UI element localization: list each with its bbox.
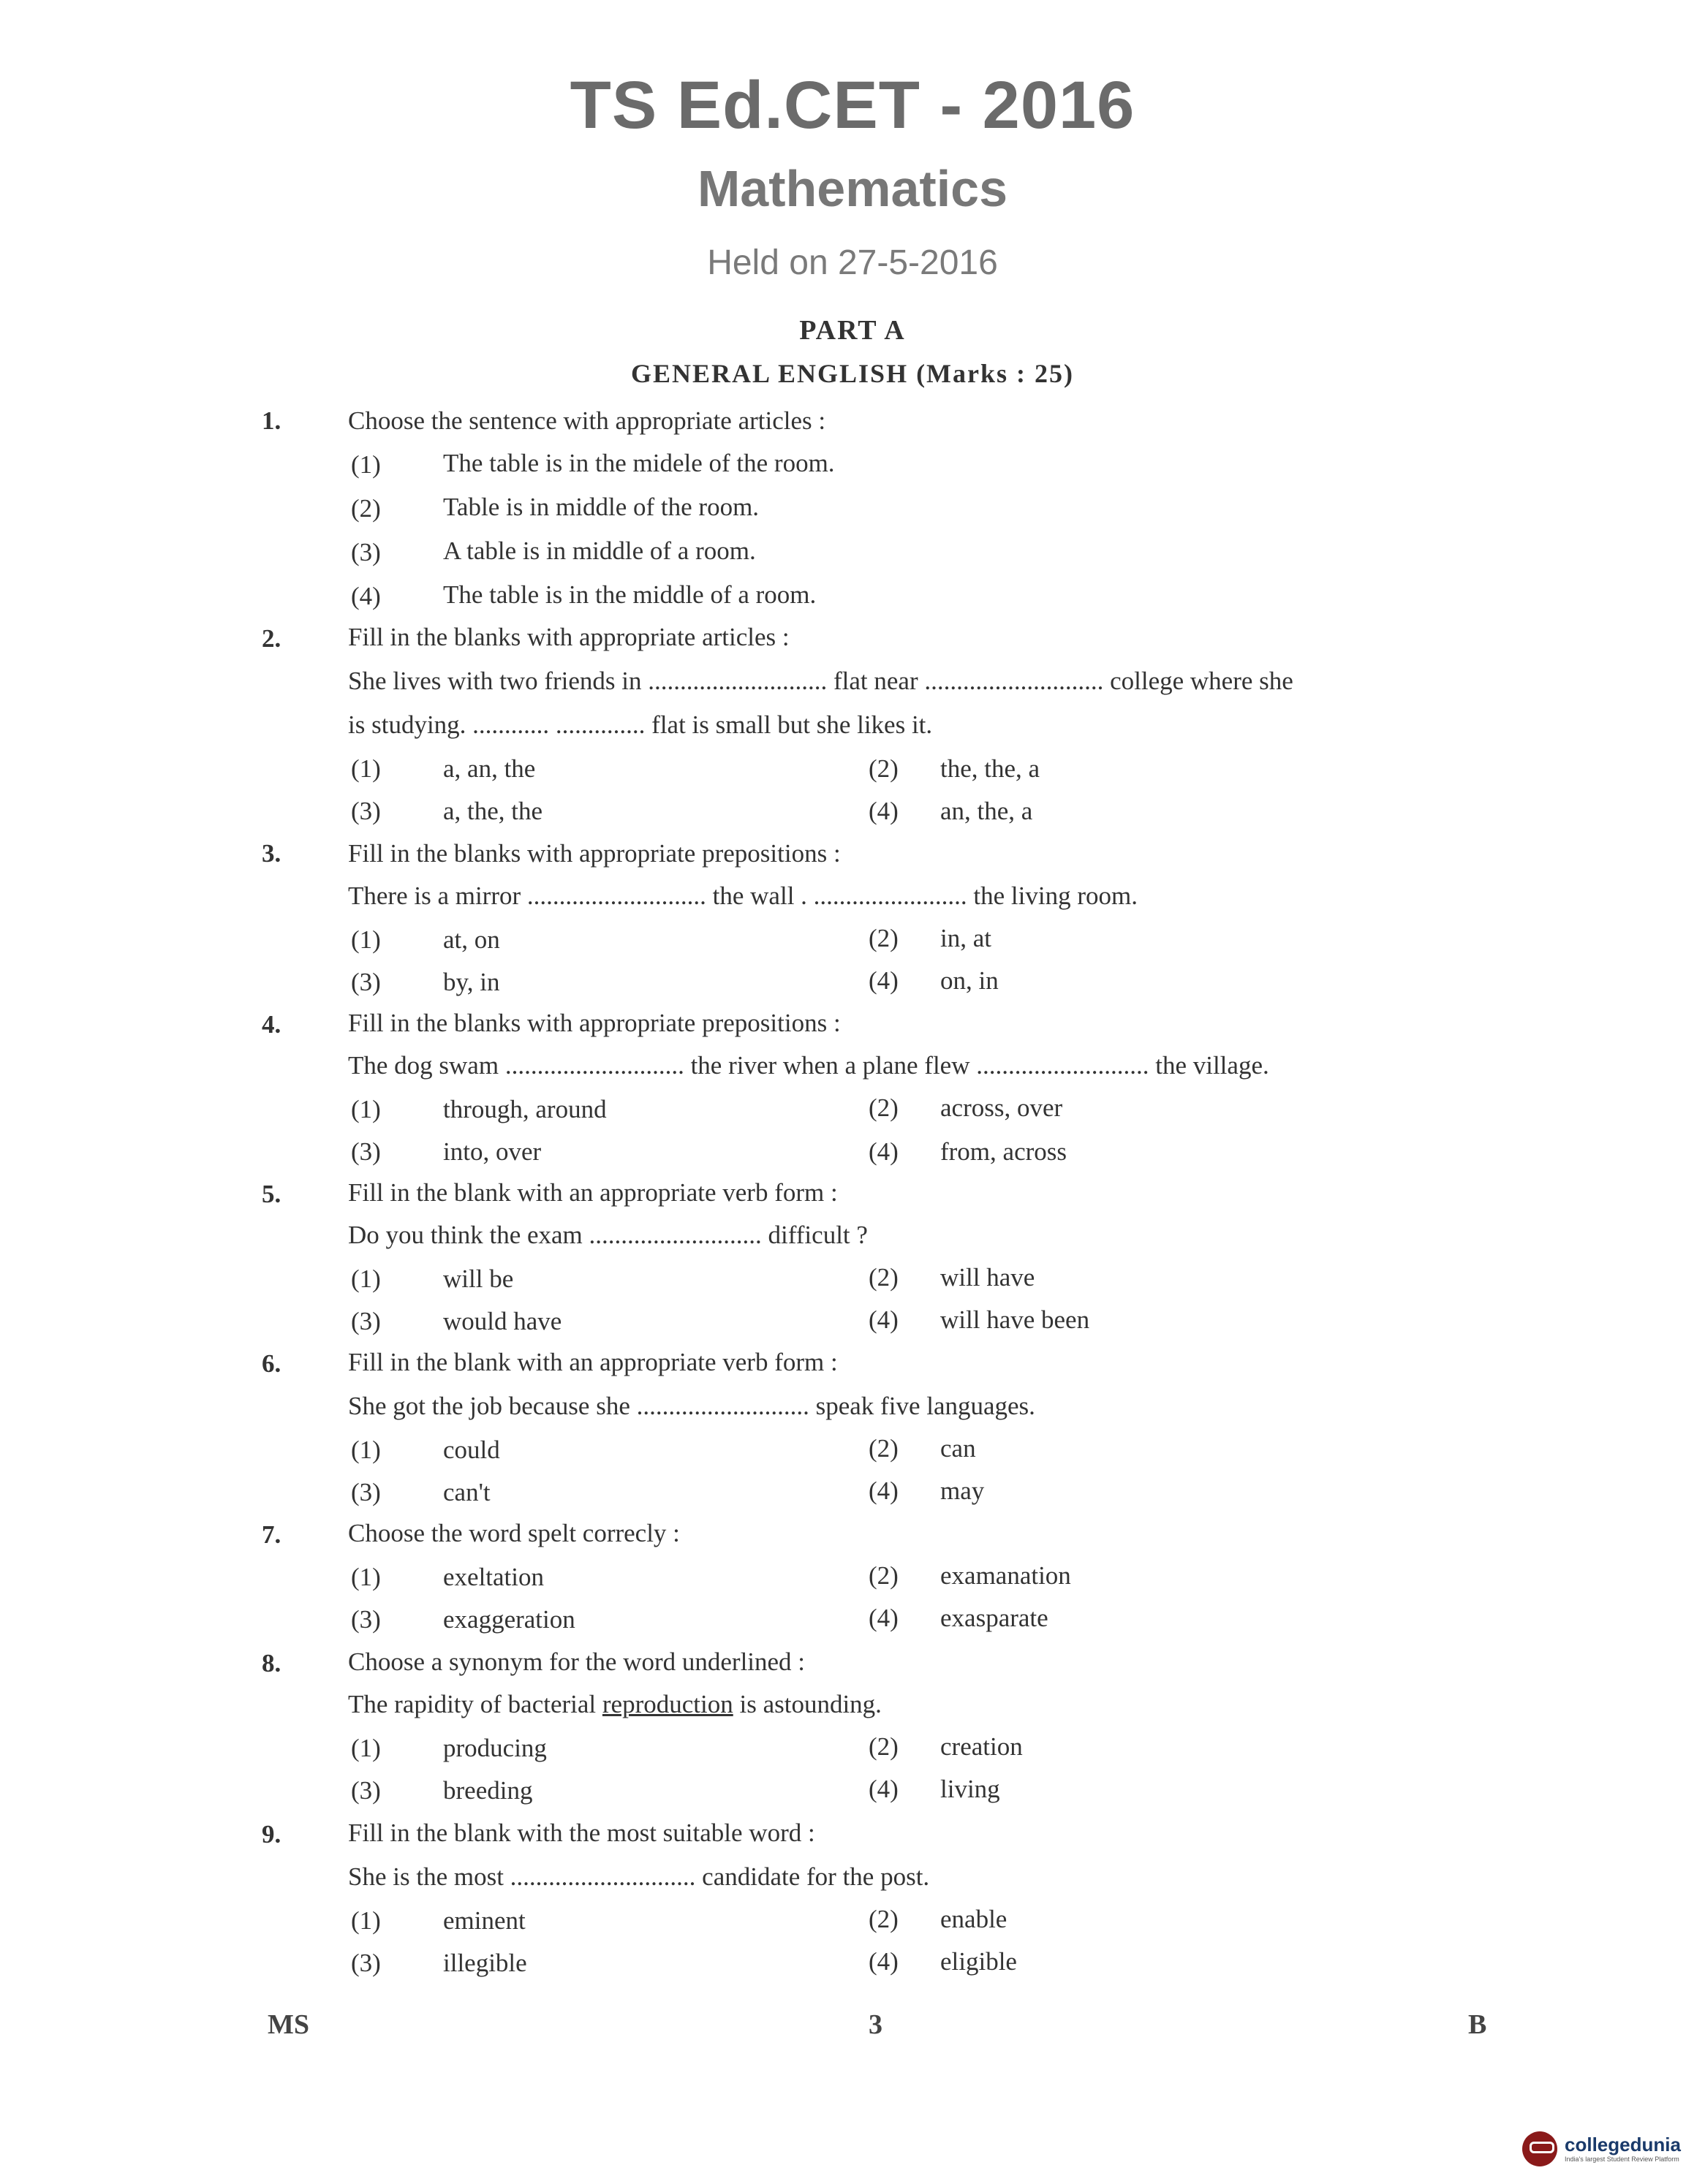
question-number: 2.: [262, 624, 281, 653]
question-text: She got the job because she ........................... speak five languages.: [348, 1392, 1035, 1420]
question-text: She lives with two friends in ............................ flat near ............................ college where she: [348, 667, 1293, 695]
option-text: across, over: [940, 1093, 1063, 1122]
option-text: examanation: [940, 1561, 1071, 1590]
option-number: (2): [869, 1093, 899, 1122]
option-number: (2): [869, 1561, 899, 1590]
question-number: 8.: [262, 1649, 281, 1677]
option-text: on, in: [940, 966, 999, 995]
option-number: (3): [351, 1949, 381, 1977]
question-text: Fill in the blanks with appropriate prepositions :: [348, 1009, 841, 1037]
option-text: will have: [940, 1263, 1035, 1292]
question-number: 9.: [262, 1820, 281, 1849]
question-text: Choose the word spelt correcly :: [348, 1519, 680, 1547]
option-number: (4): [869, 1137, 899, 1166]
option-text: illegible: [443, 1949, 527, 1977]
graduation-cap-icon: [1522, 2131, 1557, 2166]
option-number: (2): [869, 1905, 899, 1933]
option-text: a, an, the: [443, 754, 536, 783]
subject-title: Mathematics: [697, 160, 1008, 217]
underlined-word: reproduction: [602, 1690, 733, 1718]
brand-logo[interactable]: [1522, 2131, 1681, 2166]
option-number: (1): [351, 925, 381, 954]
option-number: (2): [351, 494, 381, 523]
question-number: 1.: [262, 406, 281, 435]
document-title: TS Ed.CET - 2016: [570, 68, 1135, 143]
option-text: the, the, a: [940, 754, 1040, 783]
option-text: enable: [940, 1905, 1008, 1933]
option-text: will be: [443, 1264, 514, 1293]
option-text: eligible: [940, 1947, 1017, 1976]
option-number: (4): [869, 966, 899, 995]
footer-code: MS: [268, 2009, 309, 2040]
option-text: through, around: [443, 1095, 607, 1123]
option-text: eminent: [443, 1906, 526, 1935]
option-text: an, the, a: [940, 797, 1033, 825]
option-number: (4): [869, 1775, 899, 1803]
option-number: (1): [351, 1734, 381, 1762]
option-number: (4): [351, 582, 381, 610]
option-number: (4): [869, 797, 899, 825]
option-text: from, across: [940, 1137, 1067, 1166]
option-text: A table is in middle of a room.: [443, 536, 756, 565]
footer-series: B: [1468, 2009, 1487, 2040]
option-text: exasparate: [940, 1604, 1048, 1632]
question-text: Choose the sentence with appropriate articles :: [348, 406, 826, 435]
option-number: (3): [351, 1478, 381, 1506]
option-text: creation: [940, 1732, 1023, 1761]
question-number: 7.: [262, 1520, 281, 1549]
option-text: will have been: [940, 1305, 1090, 1334]
question-text: Fill in the blanks with appropriate prepositions :: [348, 839, 841, 868]
option-text: The table is in the middle of a room.: [443, 580, 817, 609]
option-text: into, over: [443, 1137, 542, 1166]
logo-tagline: India's largest Student Review Platform: [1565, 2155, 1679, 2163]
option-text: in, at: [940, 924, 991, 952]
part-heading: PART A: [799, 315, 906, 346]
option-number: (4): [869, 1947, 899, 1976]
option-number: (3): [351, 1776, 381, 1805]
page-number: 3: [869, 2009, 882, 2040]
question-number: 5.: [262, 1180, 281, 1208]
question-number: 4.: [262, 1010, 281, 1039]
option-text: would have: [443, 1307, 562, 1335]
option-number: (1): [351, 450, 381, 479]
option-number: (1): [351, 1906, 381, 1935]
option-text: by, in: [443, 968, 500, 996]
option-number: (1): [351, 1095, 381, 1123]
option-text: may: [940, 1476, 985, 1505]
option-text: producing: [443, 1734, 547, 1762]
option-number: (2): [869, 1263, 899, 1292]
option-text: at, on: [443, 925, 500, 954]
option-number: (3): [351, 1307, 381, 1335]
option-text: could: [443, 1436, 500, 1464]
question-text: Choose a synonym for the word underlined :: [348, 1648, 806, 1676]
question-text: Do you think the exam ........................... difficult ?: [348, 1221, 868, 1249]
option-number: (2): [869, 1732, 899, 1761]
question-number: 6.: [262, 1349, 281, 1378]
option-number: (1): [351, 1563, 381, 1591]
option-text: The table is in the midele of the room.: [443, 449, 835, 477]
section-heading: GENERAL ENGLISH (Marks : 25): [630, 359, 1075, 388]
question-text: is studying. ............ .............. flat is small but she likes it.: [348, 710, 933, 739]
question-number: 3.: [262, 839, 281, 868]
question-text: Fill in the blank with an appropriate verb form :: [348, 1348, 838, 1376]
question-text: Fill in the blank with the most suitable word :: [348, 1819, 815, 1847]
option-number: (1): [351, 754, 381, 783]
option-number: (3): [351, 1137, 381, 1166]
option-number: (2): [869, 924, 899, 952]
option-text: Table is in middle of the room.: [443, 493, 760, 521]
option-number: (4): [869, 1604, 899, 1632]
option-number: (3): [351, 538, 381, 566]
logo-name: collegedunia: [1565, 2134, 1681, 2155]
option-number: (4): [869, 1305, 899, 1334]
exam-date: Held on 27-5-2016: [707, 243, 998, 282]
option-text: can't: [443, 1478, 491, 1506]
question-text: The dog swam ............................ the river when a plane flew ........................... the village.: [348, 1051, 1269, 1080]
option-text: exeltation: [443, 1563, 545, 1591]
question-text: She is the most ............................. candidate for the post.: [348, 1862, 930, 1891]
option-number: (3): [351, 1605, 381, 1634]
question-text: The rapidity of bacterial reproduction is astounding.: [348, 1690, 882, 1718]
option-number: (3): [351, 797, 381, 825]
option-text: can: [940, 1434, 976, 1463]
option-text: a, the, the: [443, 797, 543, 825]
option-number: (2): [869, 1434, 899, 1463]
option-number: (3): [351, 968, 381, 996]
question-text: Fill in the blank with an appropriate verb form :: [348, 1178, 838, 1207]
option-text: breeding: [443, 1776, 533, 1805]
option-text: exaggeration: [443, 1605, 575, 1634]
option-text: living: [940, 1775, 1000, 1803]
question-text: Fill in the blanks with appropriate articles :: [348, 623, 790, 651]
option-number: (2): [869, 754, 899, 783]
option-number: (1): [351, 1264, 381, 1293]
option-number: (1): [351, 1436, 381, 1464]
option-number: (4): [869, 1476, 899, 1505]
question-text: There is a mirror ............................ the wall . ........................ the living room.: [348, 881, 1138, 910]
